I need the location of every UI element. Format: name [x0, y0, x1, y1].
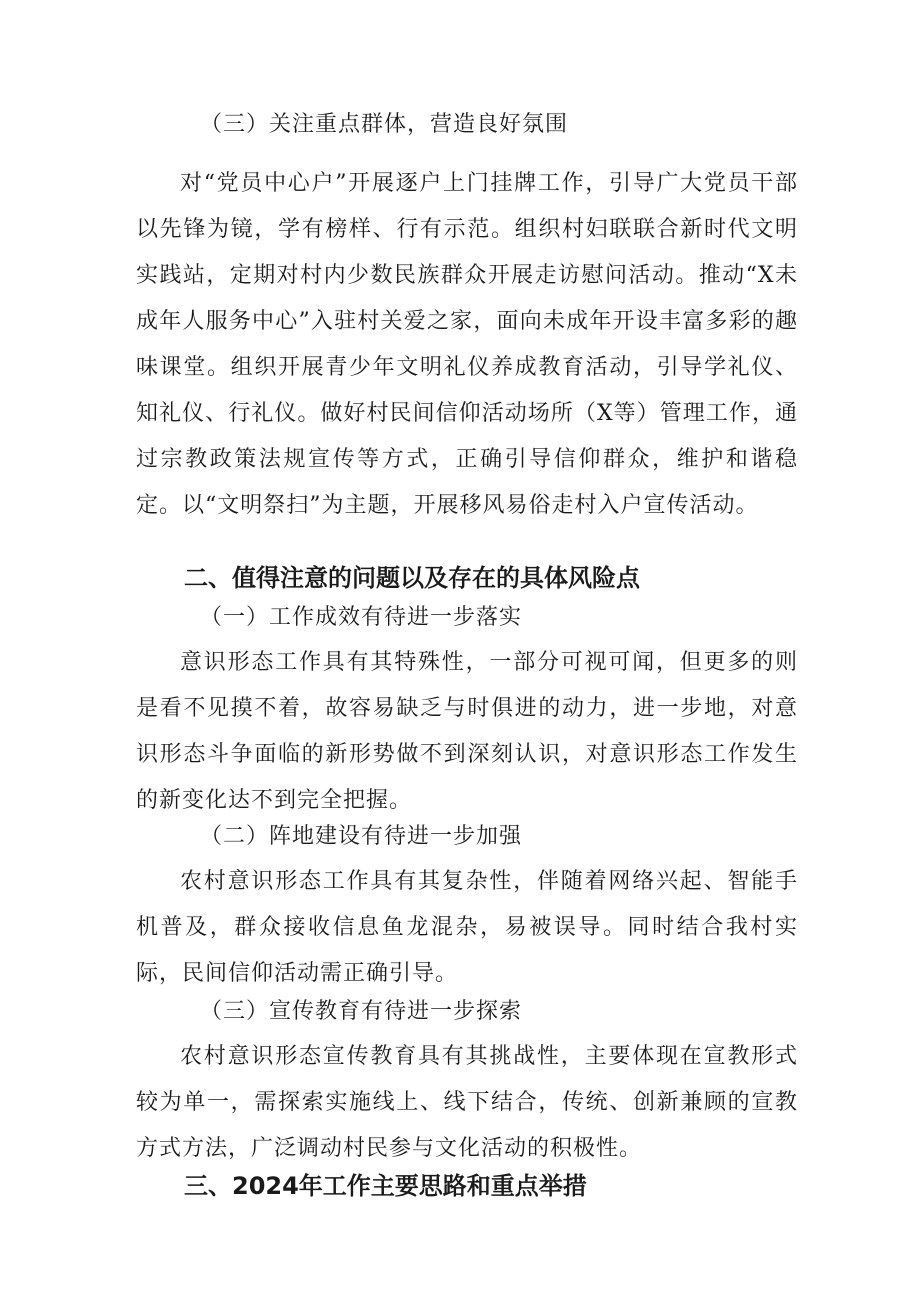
paragraph-education: 农村意识形态宣传教育具有其挑战性，主要体现在宣教形式较为单一，需探索实施线上、线下结合，传统、创新兼顾的宣教方式方法，广泛调动村民参与文化活动的积极性。	[136, 1044, 798, 1161]
section-heading-risks: 二、值得注意的问题以及存在的具体风险点	[184, 564, 640, 592]
paragraph-position-building: 农村意识形态工作具有其复杂性，伴随着网络兴起、智能手机普及，群众接收信息鱼龙混杂，易被误导。同时结合我村实际，民间信仰活动需正确引导。	[136, 869, 798, 986]
subheading-position-building: （二）阵地建设有待进一步加强	[200, 824, 523, 849]
paragraph-effectiveness: 意识形态工作具有其特殊性，一部分可视可闻，但更多的则是看不见摸不着，故容易缺乏与时俱进的动力，进一步地，对意识形态斗争面临的新形势做不到深刻认识，对意识形态工作发生的新变化达不到完全把握。	[136, 650, 798, 813]
paragraph-focus-groups: 对“党员中心户”开展逐户上门挂牌工作，引导广大党员干部以先锋为镜，学有榜样、行有示范。组织村妇联联合新时代文明实践站，定期对村内少数民族群众开展走访慰问活动。推动“X未成年人服务中心”入驻村关爱之家，面向未成年开设丰富多彩的趣味课堂。组织开展青少年文明礼仪养成教育活动，引导学礼仪、知礼仪、行礼仪。做好村民间信仰活动场所（X等）管理工作，通过宗教政策法规宣传等方式，正确引导信仰群众，维护和谐稳定。以“文明祭扫”为主题，开展移风易俗走村入户宣传活动。	[136, 171, 798, 518]
subheading-effectiveness: （一）工作成效有待进一步落实	[200, 605, 523, 630]
subheading-education: （三）宣传教育有待进一步探索	[200, 999, 523, 1024]
subheading-focus-groups: （三）关注重点群体，营造良好氛围	[200, 112, 569, 137]
section-heading-plans: 三、2024年工作主要思路和重点举措	[184, 1172, 587, 1200]
